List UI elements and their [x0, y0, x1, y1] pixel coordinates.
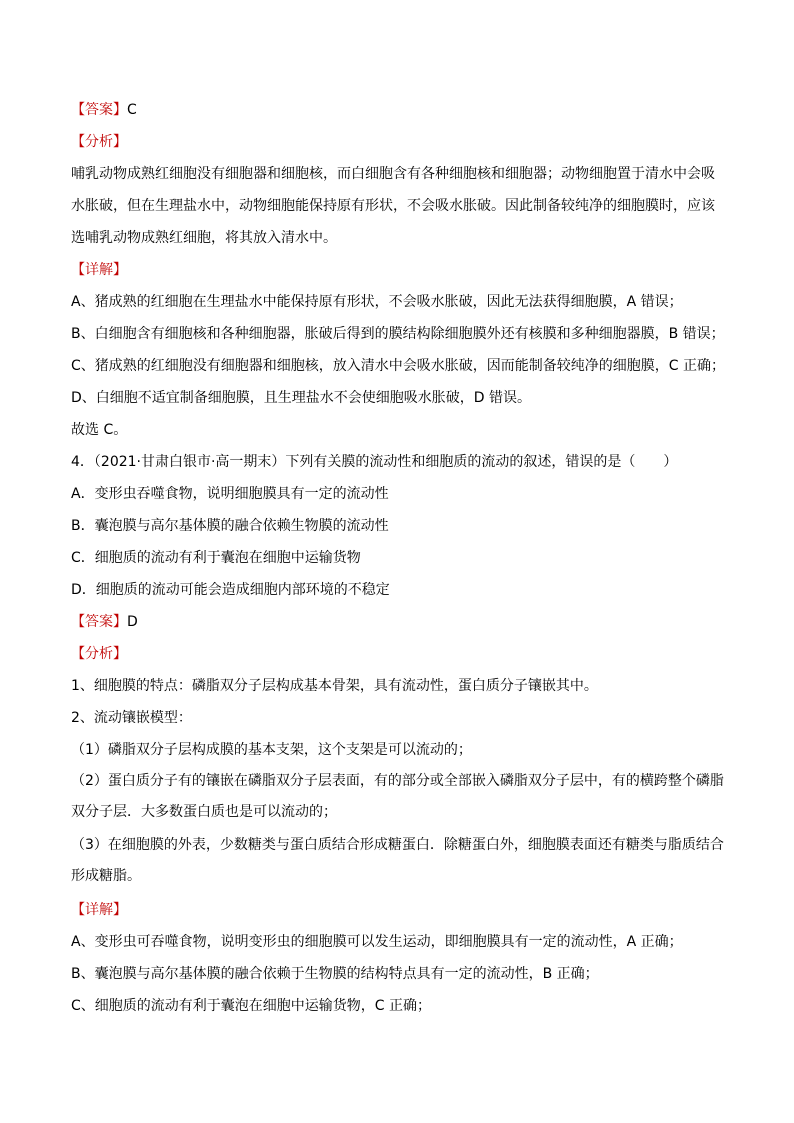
- q3-analysis-line-3: 选哺乳动物成熟红细胞，将其放入清水中。: [71, 230, 337, 246]
- q3-analysis-line-1: 哺乳动物成熟红细胞没有细胞器和细胞核，而白细胞含有各种细胞核和细胞器；动物细胞置于清水中会吸: [71, 166, 715, 182]
- q3-detail-line-a: A、猪成熟的红细胞在生理盐水中能保持原有形状，不会吸水胀破，因此无法获得细胞膜，A 错误；: [71, 294, 683, 310]
- q4-option-b: B．囊泡膜与高尔基体膜的融合依赖生物膜的流动性: [71, 518, 389, 534]
- q3-detail-line-c: C、猪成熟的红细胞没有细胞器和细胞核，放入清水中会吸水胀破，因而能制备较纯净的细胞膜，C 正确；: [71, 358, 725, 374]
- q4-analysis-line-4: （2）蛋白质分子有的镶嵌在磷脂双分子层表面，有的部分或全部嵌入磷脂双分子层中，有的横跨整个磷脂双分子层．大多数蛋白质也是可以流动的；: [71, 773, 724, 820]
- q4-option-c: C．细胞质的流动有利于囊泡在细胞中运输货物: [71, 550, 361, 566]
- q4-option-d: D．细胞质的流动可能会造成细胞内部环境的不稳定: [71, 582, 390, 598]
- q4-detail-line-b: B、囊泡膜与高尔基体膜的融合依赖于生物膜的结构特点具有一定的流动性，B 正确；: [71, 966, 599, 982]
- q4-analysis-label: 【分析】: [71, 646, 127, 662]
- q3-analysis-label: 【分析】: [71, 134, 127, 150]
- q3-conclusion: 故选 C。: [71, 422, 128, 438]
- q4-analysis-line-2: 2、流动镶嵌模型：: [71, 710, 192, 726]
- q4-answer-label: 【答案】: [71, 614, 127, 630]
- q4-detail-line-a: A、变形虫可吞噬食物，说明变形虫的细胞膜可以发生运动，即细胞膜具有一定的流动性，A 正确；: [71, 934, 683, 950]
- q3-answer-value: C: [127, 102, 137, 118]
- q4-analysis-line-3: （1）磷脂双分子层构成膜的基本支架，这个支架是可以流动的；: [71, 742, 472, 758]
- q3-detail-line-b: B、白细胞含有细胞核和各种细胞器，胀破后得到的膜结构除细胞膜外还有核膜和多种细胞器膜，B 错误；: [71, 326, 725, 342]
- q3-detail-label: 【详解】: [71, 262, 127, 278]
- q3-answer-label: 【答案】: [71, 102, 127, 118]
- q4-analysis-line-1: 1、细胞膜的特点：磷脂双分子层构成基本骨架，具有流动性，蛋白质分子镶嵌其中。: [71, 678, 598, 694]
- q4-stem: 4．（2021·甘肃白银市·高一期末）下列有关膜的流动性和细胞质的流动的叙述，错误的是（ ）: [71, 454, 678, 470]
- q4-analysis-line-5: （3）在细胞膜的外表，少数糖类与蛋白质结合形成糖蛋白．除糖蛋白外，细胞膜表面还有糖类与脂质结合形成糖脂。: [71, 837, 724, 884]
- q4-option-a: A．变形虫吞噬食物，说明细胞膜具有一定的流动性: [71, 486, 389, 502]
- q3-detail-line-d: D、白细胞不适宜制备细胞膜，且生理盐水不会使细胞吸水胀破，D 错误。: [71, 390, 532, 406]
- q4-answer-line: [71, 612, 731, 632]
- q4-answer-value: D: [127, 614, 138, 630]
- q3-answer-line: [71, 100, 731, 120]
- q4-detail-label: 【详解】: [71, 902, 127, 918]
- q3-analysis-line-2: 水胀破，但在生理盐水中，动物细胞能保持原有形状，不会吸水胀破。因此制备较纯净的细胞膜时，应该: [71, 198, 715, 214]
- q4-detail-line-c: C、细胞质的流动有利于囊泡在细胞中运输货物，C 正确；: [71, 998, 431, 1014]
